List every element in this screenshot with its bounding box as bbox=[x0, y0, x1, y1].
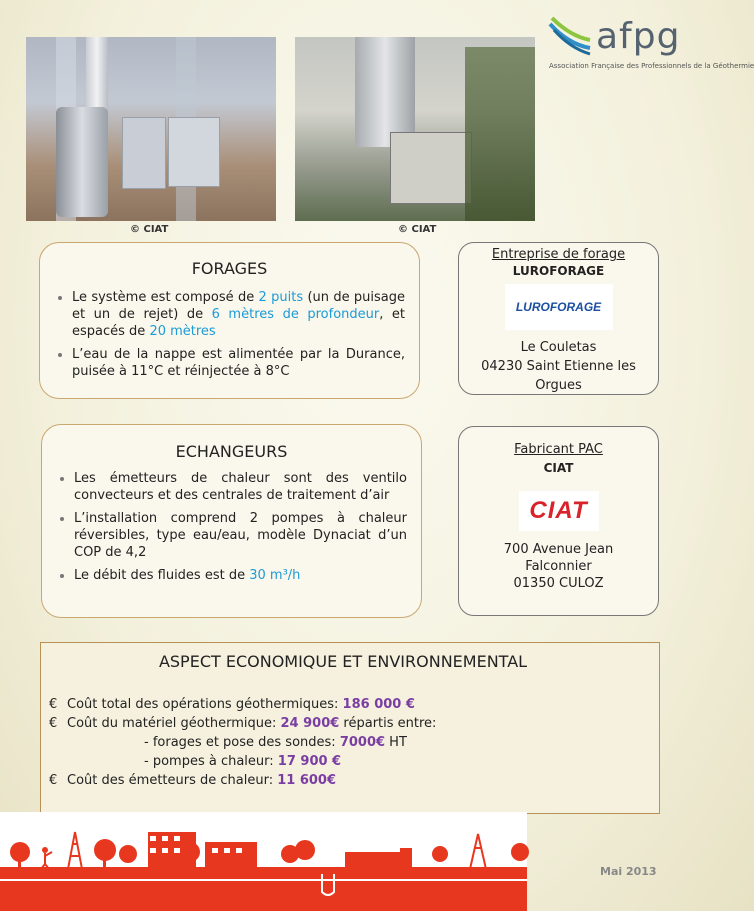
forages-title: FORAGES bbox=[191, 259, 268, 278]
drilling-company-card bbox=[458, 242, 659, 395]
echangeurs-bullet-1: • Les émetteurs de chaleur sont des ventilo convecteurs et des centrales de traitement d’air bbox=[74, 470, 407, 504]
drilling-company-heading: Entreprise de forage bbox=[491, 247, 626, 262]
echangeurs-list bbox=[56, 470, 407, 590]
economic-title: ASPECT ECONOMIQUE ET ENVIRONNEMENTAL bbox=[158, 652, 528, 671]
economic-panel bbox=[40, 642, 660, 814]
luroforage-logo: LUROFORAGE bbox=[505, 284, 613, 330]
manufacturer-name: CIAT bbox=[543, 461, 574, 475]
afpg-logo-text: afpg bbox=[596, 16, 681, 57]
econ-line-total: € Coût total des opérations géothermiques: 186 000 € bbox=[49, 697, 415, 712]
afpg-logo-subtitle: Association Française des Professionnels de la Géothermie bbox=[549, 62, 754, 70]
econ-line-materiel: € Coût du matériel géothermique: 24 900€ répartis entre: bbox=[49, 716, 437, 731]
ciat-logo: CIAT bbox=[519, 491, 599, 531]
publication-date: Mai 2013 bbox=[600, 865, 657, 878]
forages-panel bbox=[39, 242, 420, 399]
econ-line-pompes: - pompes à chaleur: 17 900 € bbox=[144, 754, 342, 769]
footer-skyline-illustration bbox=[0, 812, 527, 911]
manufacturer-address: 700 Avenue Jean Falconnier 01350 CULOZ bbox=[503, 542, 614, 591]
echangeurs-bullet-2: • L’installation comprend 2 pompes à chaleur réversibles, type eau/eau, modèle Dynaciat d’un COP de 4,2 bbox=[74, 510, 407, 561]
photo-caption-right: © CIAT bbox=[398, 224, 437, 235]
echangeurs-bullet-3: • Le débit des fluides est de 30 m³/h bbox=[74, 567, 407, 584]
forages-bullet-2: • L’eau de la nappe est alimentée par la Durance, puisée à 11°C et réinjectée à 8°C bbox=[72, 346, 405, 380]
economic-lines bbox=[49, 695, 436, 790]
manufacturer-heading: Fabricant PAC bbox=[514, 442, 603, 457]
heat-pump-unit-photo bbox=[295, 37, 535, 221]
forages-list bbox=[54, 289, 405, 386]
boiler-room-photo bbox=[26, 37, 276, 221]
econ-line-forages: - forages et pose des sondes: 7000€ HT bbox=[144, 735, 407, 750]
echangeurs-title: ECHANGEURS bbox=[175, 442, 288, 461]
afpg-logo-icon bbox=[548, 14, 592, 54]
echangeurs-panel bbox=[41, 424, 422, 618]
econ-line-emetteurs: € Coût des émetteurs de chaleur: 11 600€ bbox=[49, 773, 337, 788]
drilling-company-address: Le Couletas 04230 Saint Etienne les Orgues bbox=[481, 340, 636, 393]
drilling-company-name: LUROFORAGE bbox=[512, 264, 605, 278]
photo-caption-left: © CIAT bbox=[130, 224, 169, 235]
forages-bullet-1: • Le système est composé de 2 puits (un de puisage et un de rejet) de 6 mètres de profondeur, et espacés de 20 mètres bbox=[72, 289, 405, 340]
heat-pump-manufacturer-card bbox=[458, 426, 659, 616]
